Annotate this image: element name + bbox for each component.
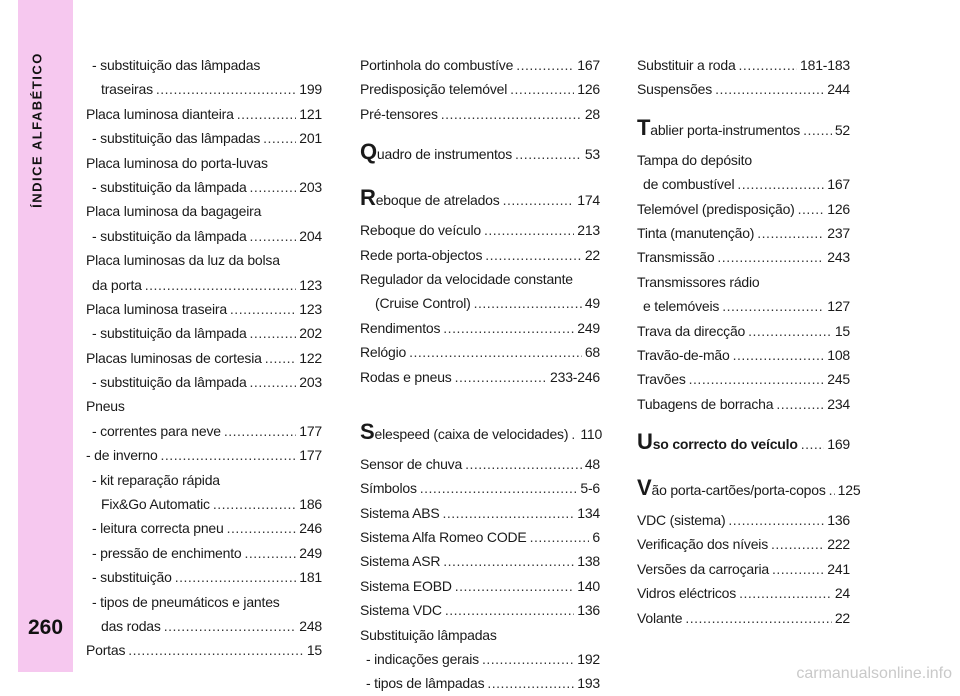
dot-leader (237, 102, 297, 126)
letter-entry (360, 182, 600, 218)
index-heading: - substituição das lâmpadas (92, 57, 261, 73)
spacer (360, 389, 600, 416)
index-entry (86, 492, 322, 516)
entry-label: - tipos de lâmpadas (366, 675, 485, 692)
index-entry (360, 598, 600, 622)
entry-label: Trava da direcção (637, 322, 746, 339)
page-reference: 48 (584, 455, 600, 472)
entry-label: - correntes para neve (92, 422, 221, 439)
index-heading: Tampa do depósito (637, 151, 752, 168)
index-entry (86, 565, 322, 589)
entry-label: - indicações gerais (366, 651, 479, 668)
dot-leader (263, 126, 296, 150)
dot-leader (445, 598, 574, 622)
page-reference: 140 (577, 577, 600, 594)
dot-leader (717, 245, 824, 269)
dot-leader (516, 53, 574, 77)
entry-label: Rodas e pneus (360, 368, 452, 385)
dot-leader (798, 197, 825, 221)
page-reference: 203 (299, 374, 322, 391)
page-reference: 169 (827, 436, 850, 453)
dot-leader (737, 172, 824, 196)
entry-label: Rede porta-objectos (360, 246, 483, 263)
section-initial: V (637, 475, 652, 501)
page-reference: 249 (299, 544, 322, 561)
page-reference: 202 (299, 325, 322, 342)
section-initial: Q (360, 139, 377, 165)
index-entry (637, 221, 850, 245)
dot-leader (250, 321, 297, 345)
entry-label: Fix&Go Automatic (101, 496, 210, 513)
index-entry (86, 273, 322, 297)
index-heading: Placa luminosa da bagageira (86, 203, 262, 220)
spacer (637, 462, 850, 472)
page-reference: 245 (827, 371, 850, 388)
index-entry (86, 175, 322, 199)
entry-label (360, 416, 568, 452)
page-reference: 24 (834, 585, 850, 602)
page-reference: 167 (577, 56, 600, 73)
index-entry (360, 291, 600, 315)
index-entry (86, 516, 322, 540)
spacer (637, 416, 850, 426)
entry-label: Sistema ASR (360, 553, 441, 570)
index-entry (360, 77, 600, 101)
dot-leader (250, 175, 297, 199)
dot-leader (250, 370, 297, 394)
dot-leader (733, 343, 825, 367)
entry-label (637, 112, 800, 148)
index-entry (637, 532, 850, 556)
entry-label: Vidros eléctricos (637, 585, 737, 602)
dot-leader (484, 218, 574, 242)
page-reference: 125 (837, 482, 861, 499)
dot-leader (515, 136, 582, 172)
index-entry (637, 392, 850, 416)
entry-label: VDC (sistema) (637, 512, 726, 529)
page-reference: 199 (299, 81, 322, 98)
sidebar-band (18, 0, 73, 672)
index-entry (637, 245, 850, 269)
page-reference: 22 (584, 246, 600, 263)
index-heading: Regulador da velocidade constante (360, 270, 573, 287)
index-entry (360, 647, 600, 671)
index-entry (360, 501, 600, 525)
page-reference: 121 (299, 105, 322, 122)
index-entry (360, 476, 600, 500)
dot-leader (465, 452, 582, 476)
entry-label: Placa luminosa dianteira (86, 105, 234, 122)
page-reference: 249 (577, 319, 600, 336)
dot-leader (250, 224, 297, 248)
page-reference: 213 (577, 222, 600, 239)
dot-leader (455, 574, 574, 598)
section-initial: R (360, 185, 376, 211)
dot-leader (728, 508, 824, 532)
dot-leader (128, 638, 304, 662)
index-entry (360, 53, 600, 77)
index-entry (637, 319, 850, 343)
page-reference: 201 (299, 130, 322, 147)
dot-leader (722, 294, 824, 318)
page-reference: 28 (584, 105, 600, 122)
index-entry (86, 419, 322, 443)
spacer (360, 126, 600, 136)
dot-leader (265, 346, 297, 370)
index-entry (86, 346, 322, 370)
entry-label (360, 182, 500, 218)
entry-label: - substituição da lâmpada (92, 178, 247, 195)
index-entry (86, 224, 322, 248)
page-reference: 122 (299, 349, 322, 366)
index-entry (86, 638, 322, 662)
page-reference: 123 (299, 276, 322, 293)
page-reference: 134 (577, 504, 600, 521)
index-entry (360, 671, 600, 695)
dot-leader (224, 419, 296, 443)
entry-label-rest: ablier porta-instrumentos (650, 121, 801, 138)
dot-leader (145, 273, 296, 297)
page-reference: 22 (834, 609, 850, 626)
index-entry (637, 367, 850, 391)
entry-label: Placa luminosa traseira (86, 300, 227, 317)
index-column-3 (637, 53, 861, 630)
entry-label: Travões (637, 371, 686, 388)
dot-leader (748, 319, 832, 343)
entry-label: Predisposição telemóvel (360, 81, 508, 98)
entry-label-rest: elespeed (caixa de velocidades) (374, 425, 569, 442)
entry-label: Rendimentos (360, 319, 441, 336)
index-entry (86, 370, 322, 394)
page-reference: 136 (827, 512, 850, 529)
page-reference: 49 (584, 295, 600, 312)
spacer (637, 102, 850, 112)
dot-leader (227, 516, 297, 540)
entry-label: Travão-de-mão (637, 346, 730, 363)
index-column-2 (360, 53, 603, 696)
entry-label: - substituição da lâmpada (92, 227, 247, 244)
dot-leader (474, 291, 582, 315)
page-reference: 204 (299, 227, 322, 244)
entry-label: Substituir a roda (637, 56, 736, 73)
index-entry (360, 340, 600, 364)
index-entry (360, 102, 600, 126)
entry-label: Versões da carroçaria (637, 560, 769, 577)
entry-label: Volante (637, 609, 683, 626)
letter-entry (637, 112, 850, 148)
entry-label: - substituição (92, 569, 172, 586)
entry-label: da porta (92, 276, 142, 293)
index-heading: Placa luminosa do porta-luvas (86, 154, 268, 171)
page-reference: 248 (299, 617, 322, 634)
dot-leader (689, 367, 825, 391)
entry-label: Sistema ABS (360, 504, 440, 521)
page-reference: 177 (299, 447, 322, 464)
entry-label: Sistema Alfa Romeo CODE (360, 529, 527, 546)
index-heading: Pneus (86, 398, 125, 415)
page-reference: 192 (577, 651, 600, 668)
page-reference: 243 (827, 249, 850, 266)
entry-label: e telemóveis (643, 298, 720, 315)
dot-leader (503, 182, 575, 218)
index-entry (86, 102, 322, 126)
index-entry (86, 541, 322, 565)
entry-label: das rodas (101, 617, 161, 634)
dot-leader (715, 77, 824, 101)
page-reference: 15 (306, 642, 322, 659)
page-reference: 110 (580, 425, 603, 442)
entry-label: Portas (86, 642, 126, 659)
page-reference: 193 (577, 675, 600, 692)
section-title: ÍNDICE ALFABÉTICO (29, 52, 45, 208)
page-reference: 222 (827, 536, 850, 553)
index-heading: Transmissores rádio (637, 273, 760, 290)
entry-label: - pressão de enchimento (92, 544, 242, 561)
page-reference: 234 (827, 395, 850, 412)
dot-leader (230, 297, 296, 321)
entry-label: Sistema EOBD (360, 577, 452, 594)
entry-label: - substituição da lâmpada (92, 374, 247, 391)
page-reference: 181 (299, 569, 322, 586)
entry-label: Suspensões (637, 81, 713, 98)
dot-leader (245, 541, 297, 565)
index-heading: Placa luminosas da luz da bolsa (86, 252, 280, 269)
entry-label: - leitura correcta pneu (92, 520, 224, 537)
page-reference: 246 (299, 520, 322, 537)
entry-label (360, 136, 512, 172)
index-entry (637, 508, 850, 532)
dot-leader (685, 606, 832, 630)
index-column-1 (86, 53, 322, 663)
page-reference: 136 (577, 602, 600, 619)
page-reference: 167 (827, 176, 850, 193)
entry-label: Portinhola do combustíve (360, 56, 514, 73)
index-entry (86, 614, 322, 638)
letter-entry (637, 472, 861, 508)
dot-leader (829, 472, 835, 508)
page-reference: 177 (299, 422, 322, 439)
index-heading: - kit reparação rápida (92, 471, 220, 488)
page-reference: 53 (584, 146, 600, 163)
letter-entry (637, 426, 850, 462)
dot-leader (771, 532, 824, 556)
letter-entry (360, 416, 603, 452)
entry-label: traseiras (101, 81, 153, 98)
index-entry (360, 452, 600, 476)
entry-label: Tubagens de borracha (637, 395, 774, 412)
dot-leader (455, 365, 547, 389)
page-reference: 123 (299, 300, 322, 317)
dot-leader (803, 112, 832, 148)
index-entry (86, 297, 322, 321)
page-reference: 244 (827, 81, 850, 98)
entry-label: - substituição das lâmpadas (92, 130, 261, 147)
entry-label: Símbolos (360, 480, 417, 497)
index-heading: Substituição lâmpadas (360, 626, 497, 643)
page-reference: 241 (827, 560, 850, 577)
dot-leader (213, 492, 296, 516)
index-entry (637, 606, 850, 630)
entry-label (637, 426, 798, 462)
page-reference: 174 (577, 192, 600, 209)
dot-leader (571, 416, 577, 452)
dot-leader (485, 243, 582, 267)
page-reference: 126 (827, 200, 850, 217)
dot-leader (161, 443, 297, 467)
watermark: carmanualsonline.info (796, 665, 952, 682)
page-reference: 6 (592, 529, 600, 546)
page-reference: 138 (577, 553, 600, 570)
index-entry (637, 197, 850, 221)
dot-leader (757, 221, 824, 245)
entry-label: Placas luminosas de cortesia (86, 349, 262, 366)
entry-label: Pré-tensores (360, 105, 438, 122)
dot-leader (164, 614, 297, 638)
entry-label: Verificação dos níveis (637, 536, 769, 553)
dot-leader (530, 525, 590, 549)
spacer (360, 172, 600, 182)
index-entry (86, 77, 322, 101)
entry-label-rest: ão porta-cartões/porta-copos (651, 482, 826, 499)
index-entry (86, 321, 322, 345)
index-entry (360, 525, 600, 549)
entry-label: - de inverno (86, 447, 158, 464)
page-reference: 15 (834, 322, 850, 339)
entry-label: - substituição da lâmpada (92, 325, 247, 342)
page-reference: 126 (577, 81, 600, 98)
section-initial: U (637, 429, 653, 455)
entry-label: Telemóvel (predisposição) (637, 200, 795, 217)
entry-label (637, 472, 826, 508)
dot-leader (739, 581, 832, 605)
dot-leader (482, 647, 574, 671)
entry-label-rest: uadro de instrumentos (376, 146, 513, 163)
entry-label-rest: so correcto do veículo (652, 436, 798, 453)
page-reference: 127 (827, 298, 850, 315)
index-entry (360, 574, 600, 598)
entry-label: Reboque do veículo (360, 222, 481, 239)
page-number: 260 (27, 616, 64, 639)
index-entry (360, 549, 600, 573)
page-reference: 52 (834, 121, 850, 138)
index-entry (360, 243, 600, 267)
dot-leader (776, 392, 824, 416)
section-initial: T (637, 114, 651, 140)
index-entry (86, 126, 322, 150)
entry-label: Transmissão (637, 249, 715, 266)
index-entry (637, 557, 850, 581)
index-entry (637, 294, 850, 318)
entry-label: Sensor de chuva (360, 455, 463, 472)
dot-leader (409, 340, 582, 364)
dot-leader (175, 565, 297, 589)
dot-leader (772, 557, 824, 581)
dot-leader (443, 501, 575, 525)
entry-label: Sistema VDC (360, 602, 442, 619)
page-reference: 108 (827, 346, 850, 363)
index-entry (86, 443, 322, 467)
index-entry (637, 343, 850, 367)
dot-leader (156, 77, 296, 101)
page-reference: 181-183 (800, 56, 850, 73)
dot-leader (441, 102, 582, 126)
entry-label: de combustível (643, 176, 735, 193)
dot-leader (510, 77, 574, 101)
page-reference: 68 (584, 344, 600, 361)
index-entry (637, 581, 850, 605)
page-reference: 233-246 (550, 368, 600, 385)
entry-label: Relógio (360, 344, 407, 361)
entry-label: (Cruise Control) (375, 295, 471, 312)
page-reference: 237 (827, 224, 850, 241)
dot-leader (443, 549, 574, 573)
entry-label: Tinta (manutenção) (637, 224, 755, 241)
letter-entry (360, 136, 600, 172)
page-reference: 5-6 (580, 480, 600, 497)
index-heading: - tipos de pneumáticos e jantes (92, 593, 280, 610)
index-entry (637, 77, 850, 101)
page-reference: 203 (299, 178, 322, 195)
dot-leader (801, 426, 825, 462)
section-initial: S (360, 418, 375, 444)
index-entry (637, 53, 850, 77)
index-entry (360, 365, 600, 389)
dot-leader (420, 476, 578, 500)
dot-leader (739, 53, 797, 77)
index-entry (360, 218, 600, 242)
index-entry (360, 316, 600, 340)
page-reference: 186 (299, 496, 322, 513)
index-entry (637, 172, 850, 196)
dot-leader (487, 671, 574, 695)
entry-label-rest: eboque de atrelados (375, 192, 500, 209)
dot-leader (443, 316, 574, 340)
